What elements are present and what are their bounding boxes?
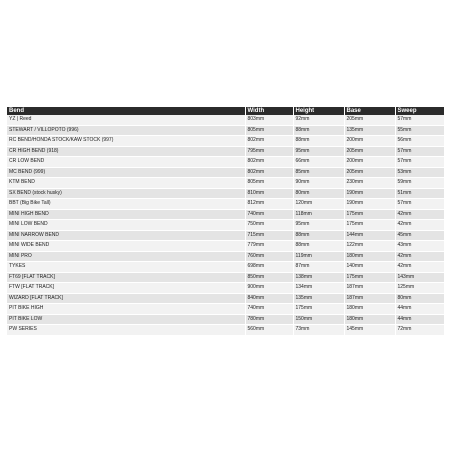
table-row — [7, 325, 444, 336]
width-cell: 560mm — [245, 325, 293, 336]
sweep-cell: 80mm — [395, 293, 444, 304]
height-cell: 73mm — [293, 325, 344, 336]
base-cell: 230mm — [344, 178, 395, 189]
base-cell: 187mm — [344, 293, 395, 304]
table-row — [7, 272, 444, 283]
bend-name-cell: PIT BIKE LOW — [7, 314, 245, 325]
sweep-cell: 57mm — [395, 157, 444, 168]
bend-name-cell: KTM BEND — [7, 178, 245, 189]
table-row — [7, 125, 444, 136]
column-header-width: Width — [245, 107, 293, 115]
bend-name-cell: FTW [FLAT TRACK] — [7, 283, 245, 294]
column-header-sweep: Sweep — [395, 107, 444, 115]
height-cell: 88mm — [293, 136, 344, 147]
table-row — [7, 220, 444, 231]
base-cell: 205mm — [344, 167, 395, 178]
column-header-height: Height — [293, 107, 344, 115]
height-cell: 87mm — [293, 262, 344, 273]
bend-name-cell: MINI HIGH BEND — [7, 209, 245, 220]
width-cell: 803mm — [245, 115, 293, 125]
width-cell: 802mm — [245, 136, 293, 147]
base-cell: 140mm — [344, 262, 395, 273]
bend-name-cell: MINI NARROW BEND — [7, 230, 245, 241]
base-cell: 187mm — [344, 283, 395, 294]
base-cell: 180mm — [344, 314, 395, 325]
sweep-cell: 51mm — [395, 188, 444, 199]
table-row — [7, 251, 444, 262]
sweep-cell: 72mm — [395, 325, 444, 336]
height-cell: 175mm — [293, 304, 344, 315]
height-cell: 92mm — [293, 115, 344, 125]
base-cell: 175mm — [344, 209, 395, 220]
table-row — [7, 157, 444, 168]
base-cell: 180mm — [344, 251, 395, 262]
width-cell: 740mm — [245, 209, 293, 220]
base-cell: 200mm — [344, 136, 395, 147]
bend-name-cell: CR HIGH BEND (918) — [7, 146, 245, 157]
sweep-cell: 56mm — [395, 136, 444, 147]
bend-name-cell: BBT (Big Bike Tall) — [7, 199, 245, 210]
height-cell: 119mm — [293, 251, 344, 262]
base-cell: 135mm — [344, 125, 395, 136]
height-cell: 150mm — [293, 314, 344, 325]
table-row — [7, 199, 444, 210]
column-header-bend: Bend — [7, 107, 245, 115]
sweep-cell: 42mm — [395, 251, 444, 262]
height-cell: 135mm — [293, 293, 344, 304]
table-body — [7, 115, 444, 335]
height-cell: 85mm — [293, 167, 344, 178]
base-cell: 190mm — [344, 199, 395, 210]
bend-name-cell: YZ | Reed — [7, 115, 245, 125]
bend-name-cell: MINI PRO — [7, 251, 245, 262]
bend-name-cell: STEWART / VILLOPOTO (996) — [7, 125, 245, 136]
width-cell: 802mm — [245, 157, 293, 168]
width-cell: 805mm — [245, 178, 293, 189]
table-row — [7, 283, 444, 294]
sweep-cell: 42mm — [395, 262, 444, 273]
base-cell: 180mm — [344, 304, 395, 315]
sweep-cell: 53mm — [395, 167, 444, 178]
sweep-cell: 125mm — [395, 283, 444, 294]
height-cell: 88mm — [293, 125, 344, 136]
table-row — [7, 209, 444, 220]
base-cell: 200mm — [344, 157, 395, 168]
height-cell: 120mm — [293, 199, 344, 210]
bend-name-cell: CR LOW BEND — [7, 157, 245, 168]
height-cell: 88mm — [293, 241, 344, 252]
height-cell: 138mm — [293, 272, 344, 283]
sweep-cell: 44mm — [395, 314, 444, 325]
height-cell: 95mm — [293, 146, 344, 157]
width-cell: 812mm — [245, 199, 293, 210]
sweep-cell: 59mm — [395, 178, 444, 189]
height-cell: 118mm — [293, 209, 344, 220]
table-row — [7, 241, 444, 252]
sweep-cell: 57mm — [395, 199, 444, 210]
table-row — [7, 262, 444, 273]
width-cell: 698mm — [245, 262, 293, 273]
bend-name-cell: FT69 [FLAT TRACK] — [7, 272, 245, 283]
sweep-cell: 143mm — [395, 272, 444, 283]
table-row — [7, 146, 444, 157]
height-cell: 95mm — [293, 220, 344, 231]
height-cell: 88mm — [293, 230, 344, 241]
bend-name-cell: SX BEND (stock husky) — [7, 188, 245, 199]
table-row — [7, 304, 444, 315]
height-cell: 90mm — [293, 178, 344, 189]
sweep-cell: 57mm — [395, 146, 444, 157]
bend-name-cell: MINI LOW BEND — [7, 220, 245, 231]
base-cell: 205mm — [344, 115, 395, 125]
width-cell: 850mm — [245, 272, 293, 283]
header-row — [7, 107, 444, 115]
base-cell: 190mm — [344, 188, 395, 199]
base-cell: 122mm — [344, 241, 395, 252]
sweep-cell: 42mm — [395, 209, 444, 220]
table-row — [7, 167, 444, 178]
table-row — [7, 115, 444, 125]
sweep-cell: 45mm — [395, 230, 444, 241]
table-row — [7, 178, 444, 189]
sweep-cell: 44mm — [395, 304, 444, 315]
base-cell: 175mm — [344, 272, 395, 283]
bend-name-cell: MC BEND (999) — [7, 167, 245, 178]
table-row — [7, 230, 444, 241]
height-cell: 134mm — [293, 283, 344, 294]
base-cell: 145mm — [344, 325, 395, 336]
table-row — [7, 136, 444, 147]
bend-name-cell: WIZARD [FLAT TRACK] — [7, 293, 245, 304]
width-cell: 840mm — [245, 293, 293, 304]
handlebar-bend-table — [7, 107, 445, 336]
table-row — [7, 314, 444, 325]
bend-name-cell: RC BEND/HONDA STOCK/KAW STOCK (997) — [7, 136, 245, 147]
handlebar-bend-table-container — [7, 107, 444, 336]
sweep-cell: 55mm — [395, 125, 444, 136]
column-header-base: Base — [344, 107, 395, 115]
bend-name-cell: MINI WIDE BEND — [7, 241, 245, 252]
width-cell: 780mm — [245, 314, 293, 325]
table-row — [7, 188, 444, 199]
table-row — [7, 293, 444, 304]
base-cell: 144mm — [344, 230, 395, 241]
bend-name-cell: PIT BIKE HIGH — [7, 304, 245, 315]
height-cell: 80mm — [293, 188, 344, 199]
sweep-cell: 42mm — [395, 220, 444, 231]
width-cell: 760mm — [245, 251, 293, 262]
height-cell: 66mm — [293, 157, 344, 168]
width-cell: 740mm — [245, 304, 293, 315]
width-cell: 779mm — [245, 241, 293, 252]
width-cell: 900mm — [245, 283, 293, 294]
width-cell: 715mm — [245, 230, 293, 241]
bend-name-cell: PW SERIES — [7, 325, 245, 336]
width-cell: 795mm — [245, 146, 293, 157]
sweep-cell: 43mm — [395, 241, 444, 252]
width-cell: 802mm — [245, 167, 293, 178]
table-header — [7, 107, 444, 115]
bend-name-cell: TYKES — [7, 262, 245, 273]
width-cell: 750mm — [245, 220, 293, 231]
base-cell: 205mm — [344, 146, 395, 157]
width-cell: 810mm — [245, 188, 293, 199]
width-cell: 805mm — [245, 125, 293, 136]
sweep-cell: 57mm — [395, 115, 444, 125]
base-cell: 175mm — [344, 220, 395, 231]
